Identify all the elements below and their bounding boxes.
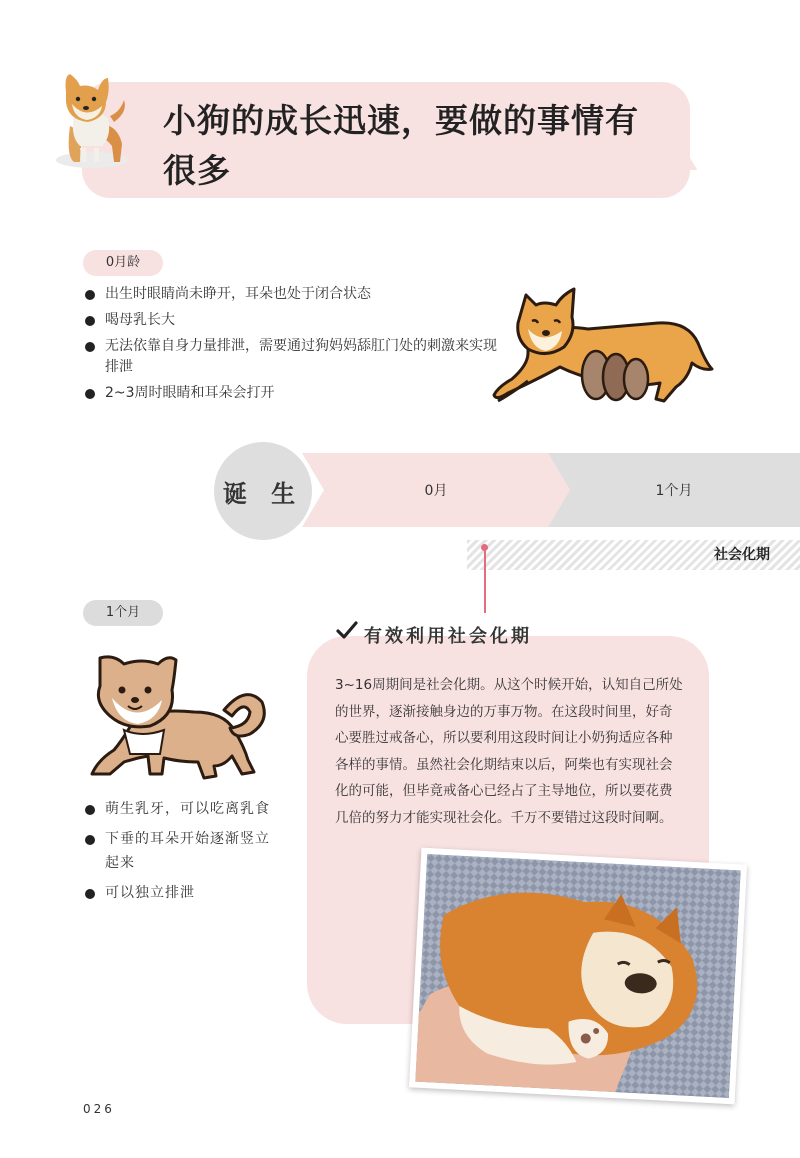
age-tag-0-month: 0月龄 (83, 250, 163, 276)
timeline-stage-1-label: 1个月 (655, 483, 693, 499)
page-title-line-2: 很多 (163, 151, 231, 190)
timeline-stage-1-month (548, 453, 800, 527)
birth-circle: 诞 生 (214, 442, 312, 540)
page-title (163, 96, 663, 196)
socialization-period-label: 社会化期 (714, 547, 770, 563)
bullet-list-1-month (83, 797, 283, 911)
puppy-illustration (84, 650, 270, 784)
list-item: 喝母乳长大 (83, 310, 503, 331)
age-tag-1-month: 1个月 (83, 600, 163, 626)
socialization-heading: 有效利用社会化期 (364, 626, 532, 647)
mother-dog-nursing-illustration (488, 283, 720, 413)
check-icon (336, 619, 358, 641)
timeline-stage-0-label: 0月 (424, 483, 448, 499)
shiba-photo-small (50, 66, 132, 170)
list-item: 2~3周时眼睛和耳朵会打开 (83, 383, 503, 404)
connector-line (484, 550, 486, 613)
list-item: 可以独立排泄 (83, 881, 283, 905)
list-item: 无法依靠自身力量排泄，需要通过狗妈妈舔肛门处的刺激来实现排泄 (83, 336, 503, 378)
socialization-body-text: 3~16周期间是社会化期。从这个时候开始，认知自己所处的世界，逐渐接触身边的万事万物。在这段时间里，好奇心要胜过戒备心，所以要利用这段时间让小奶狗适应各种各样的事情。虽然社会化期结束以后，阿柴也有实现社会化的可能，但毕竟戒备心已经占了主导地位，所以要花费几倍的努力才能实现社会化。千万不要错过这段时间啊。 (335, 677, 683, 826)
bullet-list-0-month (83, 284, 503, 409)
timeline-stage-0-month (302, 453, 570, 527)
list-item: 下垂的耳朵开始逐渐竖立起来 (83, 827, 283, 875)
page-number: 026 (83, 1102, 115, 1116)
page-title-line-1: 小狗的成长迅速，要做的事情有 (163, 101, 639, 140)
list-item: 萌生乳牙，可以吃离乳食 (83, 797, 283, 821)
sleeping-puppy-photo (409, 848, 747, 1105)
list-item: 出生时眼睛尚未睁开，耳朵也处于闭合状态 (83, 284, 503, 305)
